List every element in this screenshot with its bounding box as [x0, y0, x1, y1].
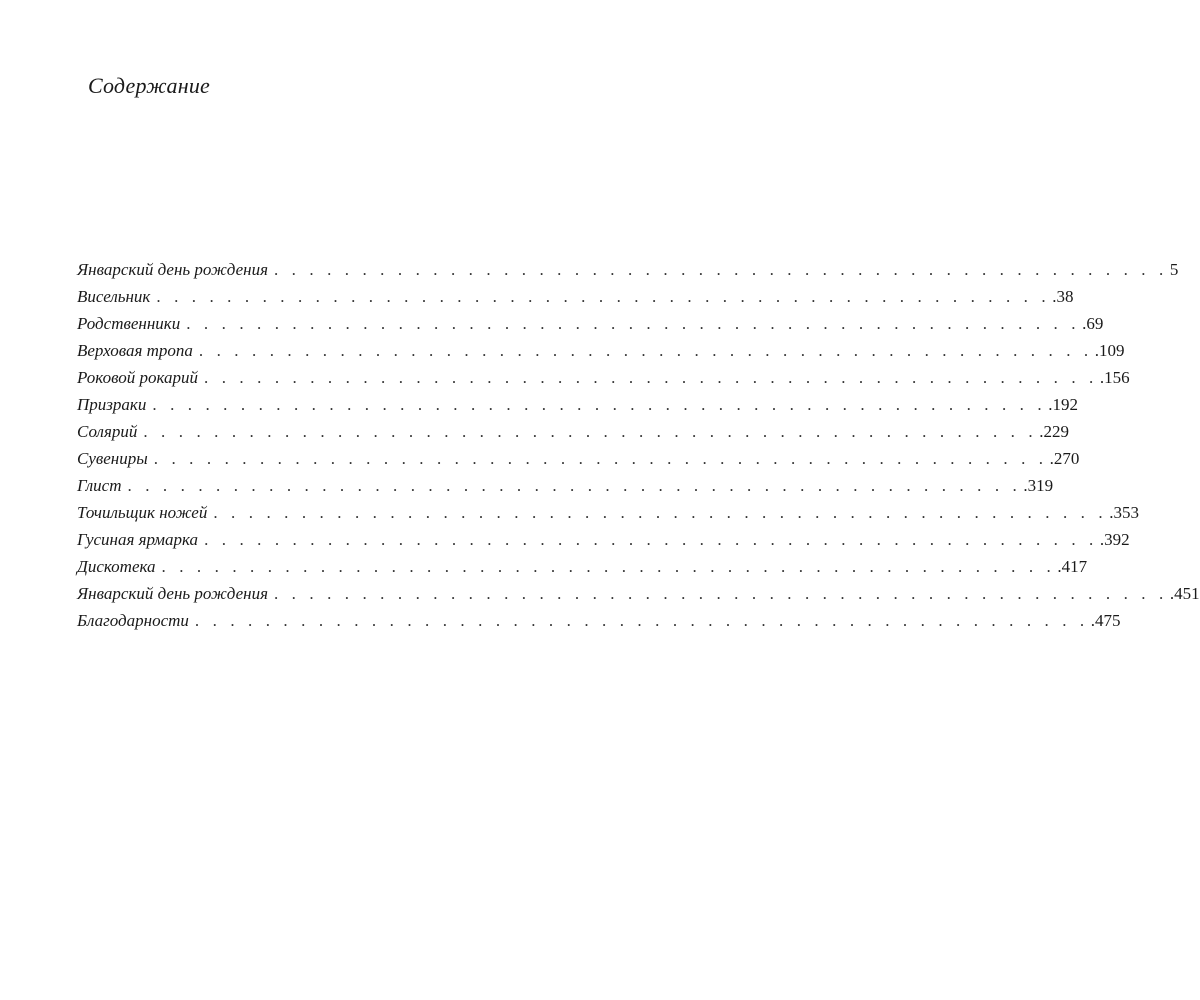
toc-entry-page: 5	[1169, 260, 1179, 279]
toc-entry-page: .69	[1082, 314, 1104, 333]
toc-entry-title: Благодарности	[77, 611, 189, 630]
dot-leader: . . . . . . . . . . . . . . . . . . . . . . . . . . . . . . . . . . . . . . . . . . . . . . . . . . .	[186, 314, 1081, 333]
toc-entry[interactable]	[77, 499, 1139, 526]
dot-leader: . . . . . . . . . . . . . . . . . . . . . . . . . . . . . . . . . . . . . . . . . . . . . . . . . . .	[153, 449, 1048, 468]
dot-leader: . . . . . . . . . . . . . . . . . . . . . . . . . . . . . . . . . . . . . . . . . . . . . . . . . . .	[143, 422, 1038, 441]
toc-entry-title: Роковой рокарий	[77, 368, 199, 387]
dot-leader: . . . . . . . . . . . . . . . . . . . . . . . . . . . . . . . . . . . . . . . . . . . . . . . . . . .	[213, 503, 1108, 522]
toc-entry-title: Родственники	[77, 314, 181, 333]
toc-entry[interactable]	[77, 445, 1080, 472]
toc-entry-page: .109	[1094, 341, 1125, 360]
toc-entry-title: Дискотека	[77, 557, 156, 576]
dot-leader: . . . . . . . . . . . . . . . . . . . . . . . . . . . . . . . . . . . . . . . . . . . . . . . . . . .	[204, 368, 1098, 387]
toc-entry-title: Январский день рождения	[77, 584, 268, 603]
dot-leader: . . . . . . . . . . . . . . . . . . . . . . . . . . . . . . . . . . . . . . . . . . . . . . . . . . .	[127, 476, 1022, 495]
toc-entry-title: Гусиная ярмарка	[77, 530, 199, 549]
toc-entry[interactable]	[77, 472, 1054, 499]
dot-leader: . . . . . . . . . . . . . . . . . . . . . . . . . . . . . . . . . . . . . . . . . . . . . . . . . . .	[273, 584, 1168, 603]
table-of-contents	[77, 256, 1200, 634]
toc-entry-page: .392	[1099, 530, 1130, 549]
toc-entry-title: Точильщик ножей	[77, 503, 208, 522]
dot-leader: . . . . . . . . . . . . . . . . . . . . . . . . . . . . . . . . . . . . . . . . . . . . . . . . . . .	[161, 557, 1056, 576]
page-title: Содержание	[88, 73, 211, 98]
toc-entry[interactable]	[77, 364, 1130, 391]
toc-entry-title: Верховая тропа	[77, 341, 193, 360]
dot-leader: . . . . . . . . . . . . . . . . . . . . . . . . . . . . . . . . . . . . . . . . . . . . . . . . . . .	[198, 341, 1093, 360]
toc-entry-title: Висельник	[77, 287, 151, 306]
toc-entry-page: .229	[1039, 422, 1069, 441]
toc-entry-page: .417	[1057, 557, 1088, 576]
toc-entry[interactable]	[77, 553, 1088, 580]
toc-entry-page: .270	[1049, 449, 1080, 468]
toc-entry-page: .192	[1048, 395, 1078, 414]
dot-leader: . . . . . . . . . . . . . . . . . . . . . . . . . . . . . . . . . . . . . . . . . . . . . . . . . . .	[273, 260, 1168, 279]
toc-entry[interactable]	[77, 418, 1069, 445]
toc-entry[interactable]	[77, 256, 1179, 283]
toc-entry[interactable]	[77, 283, 1074, 310]
toc-entry[interactable]	[77, 391, 1078, 418]
toc-entry-page: .319	[1023, 476, 1054, 495]
toc-entry-page: .451	[1169, 584, 1200, 603]
toc-entry[interactable]	[77, 526, 1130, 553]
toc-entry-page: .475	[1090, 611, 1121, 630]
toc-entry-title: Глист	[77, 476, 122, 495]
toc-entry[interactable]	[77, 607, 1121, 634]
toc-entry-page: .38	[1052, 287, 1074, 306]
dot-leader: . . . . . . . . . . . . . . . . . . . . . . . . . . . . . . . . . . . . . . . . . . . . . . . . . . .	[204, 530, 1098, 549]
dot-leader: . . . . . . . . . . . . . . . . . . . . . . . . . . . . . . . . . . . . . . . . . . . . . . . . . . .	[156, 287, 1051, 306]
dot-leader: . . . . . . . . . . . . . . . . . . . . . . . . . . . . . . . . . . . . . . . . . . . . . . . . . . .	[194, 611, 1089, 630]
toc-entry[interactable]	[77, 580, 1200, 607]
toc-entry[interactable]	[77, 310, 1104, 337]
toc-entry-title: Январский день рождения	[77, 260, 268, 279]
toc-entry-title: Призраки	[77, 395, 147, 414]
dot-leader: . . . . . . . . . . . . . . . . . . . . . . . . . . . . . . . . . . . . . . . . . . . . . . . . . . .	[152, 395, 1047, 414]
toc-entry-page: .353	[1109, 503, 1139, 522]
toc-entry-title: Сувениры	[77, 449, 148, 468]
toc-entry-page: .156	[1099, 368, 1130, 387]
toc-entry-title: Солярий	[77, 422, 138, 441]
toc-entry[interactable]	[77, 337, 1125, 364]
